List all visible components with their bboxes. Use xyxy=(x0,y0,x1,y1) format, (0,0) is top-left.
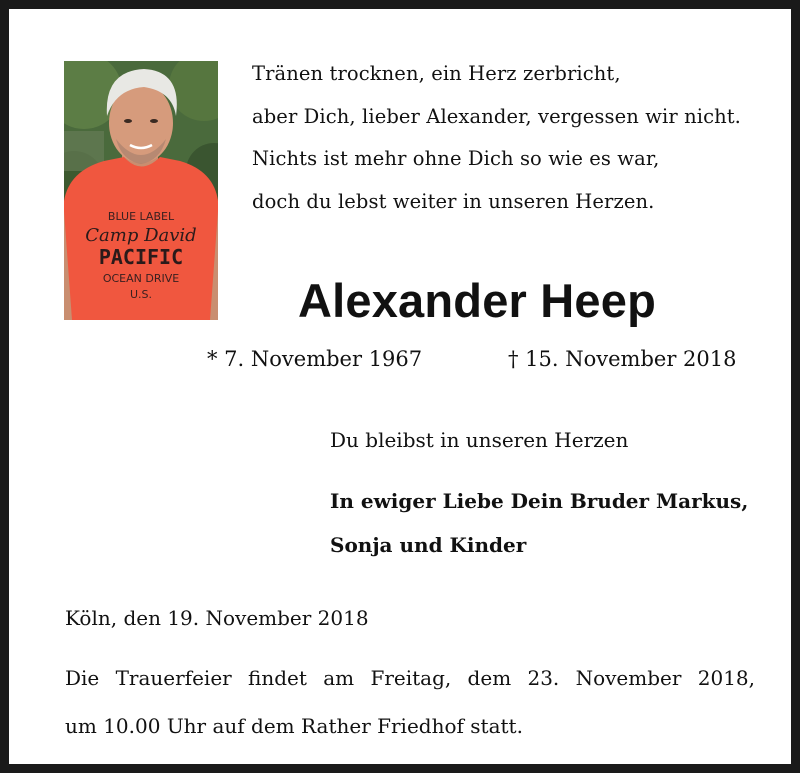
signer-line: Sonja und Kinder xyxy=(330,533,527,557)
shirt-print-line-5: U.S. xyxy=(129,288,153,301)
shirt-print-line-2: Camp David xyxy=(85,225,197,246)
death-date: † 15. November 2018 xyxy=(508,347,737,371)
signer-line: In ewiger Liebe Dein Bruder Markus, xyxy=(330,489,749,513)
signers xyxy=(330,479,770,567)
poem-line: aber Dich, lieber Alexander, vergessen wir nicht. xyxy=(252,104,741,128)
deceased-name: Alexander Heep xyxy=(297,274,657,327)
poem-line: Nichts ist mehr ohne Dich so wie es war, xyxy=(252,147,660,170)
portrait-photo xyxy=(64,61,218,320)
shirt-print-line-1: BLUE LABEL xyxy=(107,210,175,223)
poem xyxy=(252,53,772,223)
funeral-line: um 10.00 Uhr auf dem Rather Friedhof statt. xyxy=(65,714,523,738)
poem-line: doch du lebst weiter in unseren Herzen. xyxy=(252,189,655,213)
place-and-date: Köln, den 19. November 2018 xyxy=(65,606,369,630)
poem-line: Tränen trocknen, ein Herz zerbricht, xyxy=(252,62,621,85)
birth-date: * 7. November 1967 xyxy=(207,347,423,371)
shirt-print-line-4: OCEAN DRIVE xyxy=(102,272,180,285)
funeral-line: Die Trauerfeier findet am Freitag, dem 23. November 2018, xyxy=(65,666,755,690)
closing-quote: Du bleibst in unseren Herzen xyxy=(330,428,629,452)
funeral-notice xyxy=(65,654,755,750)
shirt-print-line-3: PACIFIC xyxy=(98,245,184,269)
